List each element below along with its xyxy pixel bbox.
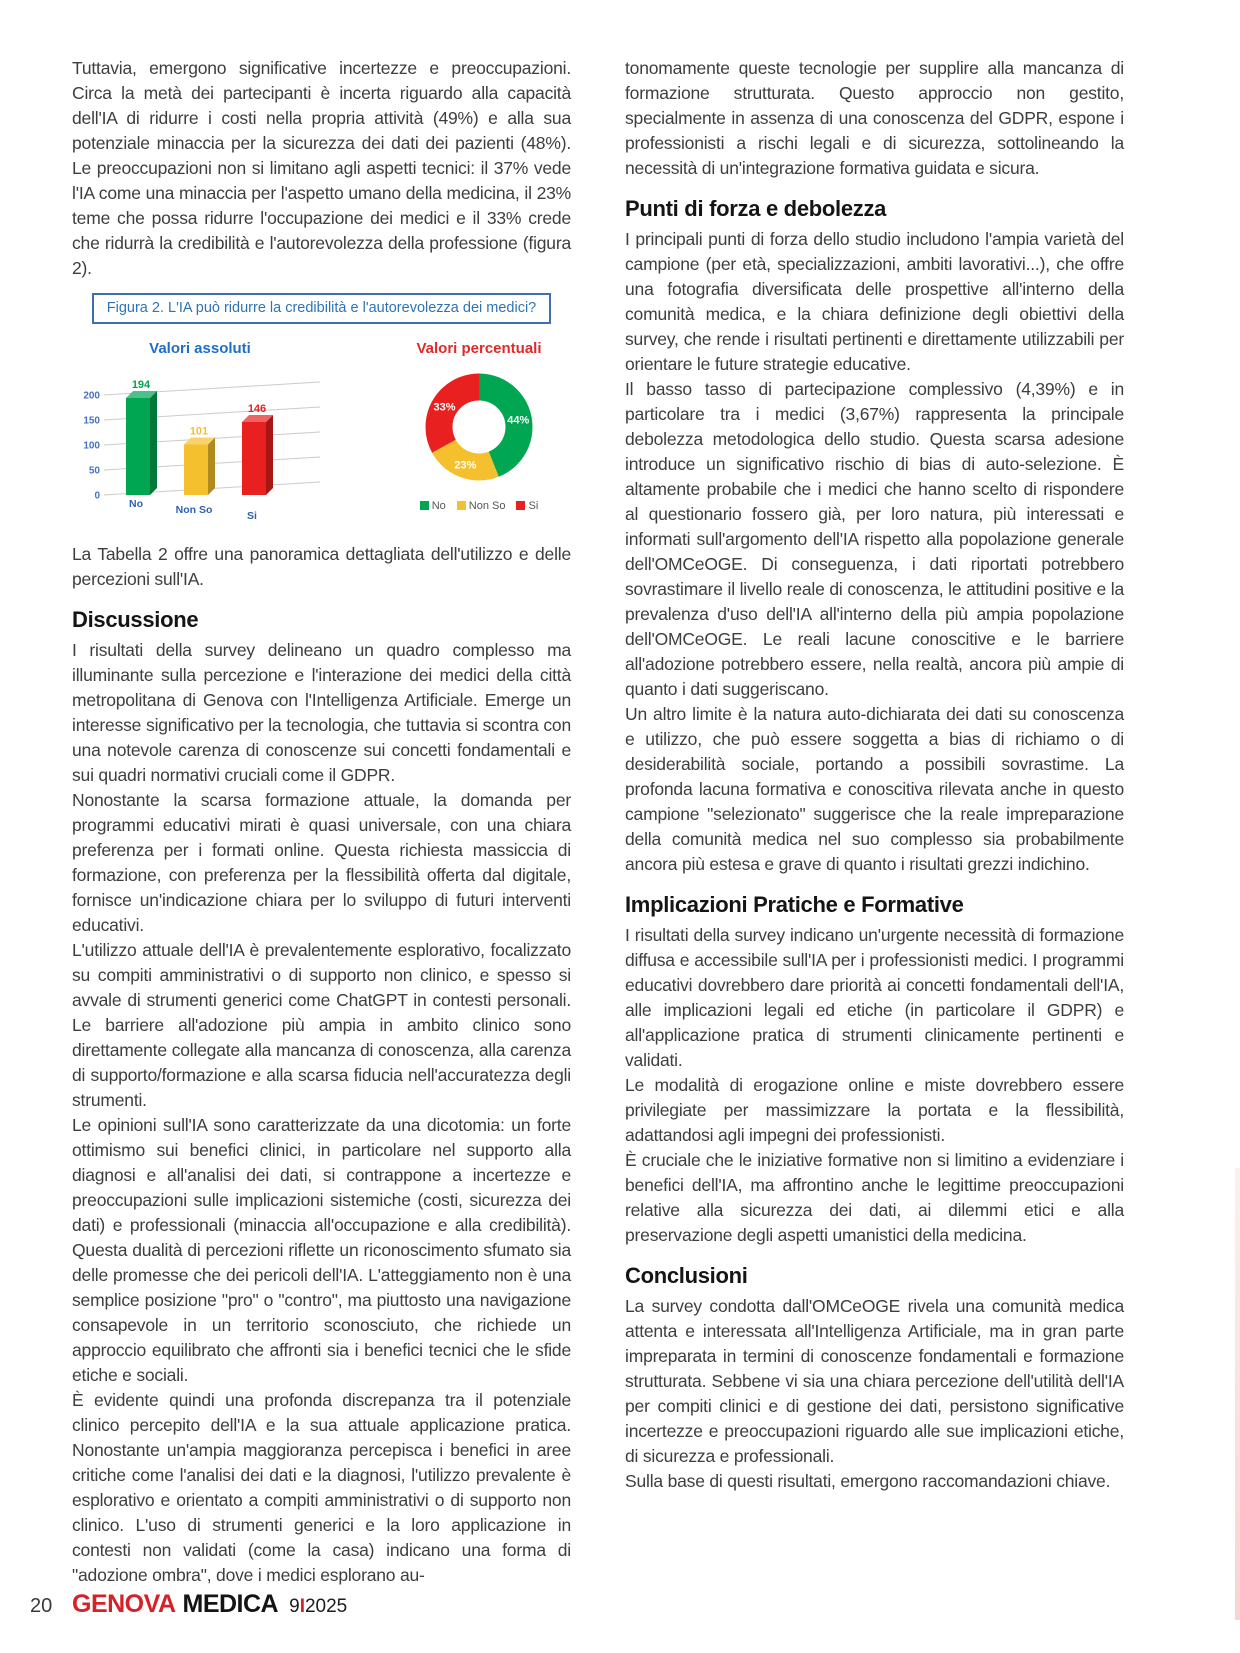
paragraph-implicazioni-2: Le modalità di erogazione online e miste dovrebbero essere privilegiate per massimizzare la portata e la flessibilità, adattandosi agli impegni dei professionisti. (625, 1075, 1124, 1145)
svg-text:No: No (129, 498, 143, 510)
bar-chart (74, 357, 326, 534)
svg-text:23%: 23% (454, 459, 477, 472)
legend-item: Si (516, 500, 538, 512)
figure-charts-row (72, 338, 571, 534)
svg-text:44%: 44% (507, 414, 530, 427)
svg-text:150: 150 (83, 415, 100, 427)
paragraph-discussione-2: Nonostante la scarsa formazione attuale, la domanda per programmi educativi mirati è quasi universale, con una chiara preferenza per i formati online. Questa richiesta massiccia di formazione, con preferenza per la flessibilità offerta dal digitale, fornisce un'indicazione chiara per lo sviluppo di futuri interventi educativi. (72, 790, 571, 935)
logo-genova: GENOVA (72, 1590, 176, 1618)
svg-text:101: 101 (189, 425, 209, 438)
svg-text:200: 200 (83, 390, 100, 402)
svg-text:146: 146 (247, 403, 267, 415)
paragraph-tabella-note: La Tabella 2 offre una panoramica dettagliata dell'utilizzo e delle percezioni sull'IA. (72, 544, 571, 589)
issue-label (289, 1596, 347, 1618)
paragraph-discussione-1: I risultati della survey delineano un quadro complesso ma illuminante sulla percezione e l'interazione dei medici della città metropolitana di Genova con l'Intelligenza Artificiale. Emerge un interesse significativo per la tecnologia, che tuttavia si scontra con una notevole carenza di conoscenze sui concetti fondamentali e sui quadri normativi cruciali come il GDPR. (72, 640, 571, 785)
page-number: 20 (30, 1595, 53, 1617)
paragraph-discussione-5: È evidente quindi una profonda discrepanza tra il potenziale clinico percepito dell'IA e la sua attuale applicazione pratica. Nonostante un'ampia maggioranza percepisca i benefici in aree critiche come l'analisi dei dati e la diagnosi, l'utilizzo prevalente è esplorativo e orientato a compiti amministrativi o di supporto non clinico. L'uso di strumenti generici e la loro applicazione in contesti non validati (come la casa) indicano una forma di "adozione ombra", dove i medici esplorano au- (72, 1390, 571, 1585)
legend-swatch (457, 501, 466, 510)
svg-text:194: 194 (131, 379, 151, 391)
page-edge-strip (1235, 1168, 1240, 1620)
issue-number: 9 (289, 1596, 300, 1617)
svg-text:100: 100 (83, 440, 100, 452)
svg-text:Non So: Non So (175, 504, 213, 516)
magazine-logo (72, 1590, 278, 1619)
paragraph-discussione-3: L'utilizzo attuale dell'IA è prevalentemente esplorativo, focalizzato su compiti amministrativi o di supporto non clinico, e spesso si avvale di strumenti generici come ChatGPT in contesti personali. Le barriere all'adozione più ampia in ambito clinico sono direttamente collegate alla mancanza di conoscenza, alla carenza di supporto/formazione e alla scarsa fiducia nell'accuratezza degli strumenti. (72, 940, 571, 1110)
paragraph-forza-1: I principali punti di forza dello studio includono l'ampia varietà del campione (per età, specializzazioni, ambiti lavorativi...), che offre una fotografia diversificata delle prospettive all'interno della comunità medica, e la chiara definizione degli obiettivi della survey, che rende i risultati pertinenti e direttamente utilizzabili per orientare le future strategie educative. (625, 229, 1124, 374)
paragraph-conclusioni-2: Sulla base di questi risultati, emergono raccomandazioni chiave. (625, 1471, 1111, 1491)
heading-implicazioni: Implicazioni Pratiche e Formative (625, 892, 964, 917)
legend-swatch (420, 501, 429, 510)
legend-item: No (420, 500, 446, 512)
svg-text:Si: Si (247, 510, 257, 522)
right-column (625, 56, 1124, 1588)
donut-chart-title: Valori percentuali (416, 340, 542, 357)
paragraph-discussione-4: Le opinioni sull'IA sono caratterizzate da una dicotomia: un forte ottimismo sui benefici clinici, in particolare nel supporto alla diagnosi e all'analisi dei dati, si contrappone a incertezze e preoccupazioni sulle implicazioni sistemiche (costi, sicurezza dei dati) e professionali (minaccia all'occupazione e alla credibilità). Questa dualità di percezioni riflette un riconoscimento sfumato sia delle promesse che dei pericoli dell'IA. L'atteggiamento non è una semplice posizione "pro" o "contro", ma piuttosto una navigazione consapevole in un territorio sconosciuto, che richiede un approccio equilibrato che affronti sia i benefici tecnici che le sfide etiche e sociali. (72, 1115, 571, 1385)
bar-chart-title: Valori assoluti (149, 340, 251, 357)
legend-item: Non So (457, 500, 506, 512)
page-footer (30, 1590, 347, 1619)
svg-text:0: 0 (94, 490, 100, 502)
heading-conclusioni: Conclusioni (625, 1263, 748, 1288)
paragraph-conclusioni-1: La survey condotta dall'OMCeOGE rivela una comunità medica attenta e interessata all'Intelligenza Artificiale, ma in gran parte impreparata in termini di conoscenze fondamentali e formazione strutturata. Sebbene vi sia una chiara percezione dell'utilità dell'IA per compiti clinici e di gestione dei dati, persistono significative incertezze e preoccupazioni riguardo alle sue implicazioni etiche, di sicurezza e professionali. (625, 1296, 1124, 1466)
svg-text:50: 50 (88, 465, 100, 477)
left-column (72, 56, 571, 1588)
figure-2 (72, 293, 571, 534)
issue-separator: I (299, 1596, 305, 1617)
paragraph-forza-2: Il basso tasso di partecipazione complessivo (4,39%) e in particolare tra i medici (3,67%) rappresenta la principale debolezza metodologica dello studio. Questa scarsa adesione introduce un significativo rischio di bias di auto-selezione. È altamente probabile che i medici che hanno scelto di rispondere al questionario fossero già, per loro natura, più interessati e informati sull'argomento dell'IA rispetto alla popolazione generale dell'OMCeOGE. Di conseguenza, i dati riportati potrebbero sovrastimare il livello reale di conoscenza, le attitudini positive e la prevalenza d'uso dell'IA all'interno della più ampia popolazione dell'OMCeOGE. Le reali lacune conoscitive e le barriere all'adozione potrebbero essere, nella realtà, ancora più ampie di quanto i dati suggeriscano. (625, 379, 1124, 699)
heading-discussione: Discussione (72, 607, 199, 632)
two-column-layout (72, 56, 1124, 1588)
paragraph-continuation: tonomamente queste tecnologie per supplire alla mancanza di formazione strutturata. Questo approccio non gestito, specialmente in assenza di una conoscenza del GDPR, espone i professionisti a rischi legali e di sicurezza, sottolineando la necessità di un'integrazione formativa guidata e sicura. (625, 58, 1124, 178)
heading-punti-di-forza: Punti di forza e debolezza (625, 196, 887, 221)
figure-caption: Figura 2. L'IA può ridurre la credibilità e l'autorevolezza dei medici? (92, 293, 552, 324)
paragraph-forza-3: Un altro limite è la natura auto-dichiarata dei dati su conoscenza e utilizzo, che può essere soggetta a bias di richiamo o di desiderabilità sociale, portando a possibili sovrastime. La profonda lacuna formativa e conoscitiva rilevata anche in questo campione "selezionato" suggerisce che la reale impreparazione della comunità medica nel suo complesso sia probabilmente ancora più estesa e grave di quanto i risultati grezzi indichino. (625, 704, 1124, 874)
donut-chart (389, 357, 569, 510)
issue-year: 2025 (304, 1596, 348, 1617)
paragraph-intro: Tuttavia, emergono significative incertezze e preoccupazioni. Circa la metà dei partecipanti è incerta riguardo alla capacità dell'IA di ridurre i costi nella propria attività (49%) e alla sua potenziale minaccia per la sicurezza dei dati dei pazienti (48%). Le preoccupazioni non si limitano agli aspetti tecnici: il 37% vede l'IA come una minaccia per l'aspetto umano della medicina, il 23% teme che possa ridurre l'occupazione dei medici e il 33% crede che ridurrà la credibilità e l'autorevolezza della professione (figura 2). (72, 58, 571, 278)
bar-chart-block (74, 338, 326, 534)
svg-text:33%: 33% (433, 401, 456, 414)
legend-swatch (516, 501, 525, 510)
logo-medica: MEDICA (182, 1590, 279, 1618)
chart-legend (420, 500, 539, 512)
paragraph-implicazioni-3: È cruciale che le iniziative formative non si limitino a evidenziare i benefici dell'IA, ma affrontino anche le legittime preoccupazioni relative alla sicurezza dei dati, ai dilemmi etici e alla preservazione degli aspetti umanistici della medicina. (625, 1150, 1124, 1245)
paragraph-implicazioni-1: I risultati della survey indicano un'urgente necessità di formazione diffusa e accessibile sull'IA per i professionisti medici. I programmi educativi dovrebbero dare priorità ai concetti fondamentali dell'IA, alle implicazioni legali ed etiche (in particolare il GDPR) e all'applicazione pratica di strumenti clinicamente pertinenti e validati. (625, 925, 1124, 1070)
donut-chart-block (389, 338, 569, 512)
